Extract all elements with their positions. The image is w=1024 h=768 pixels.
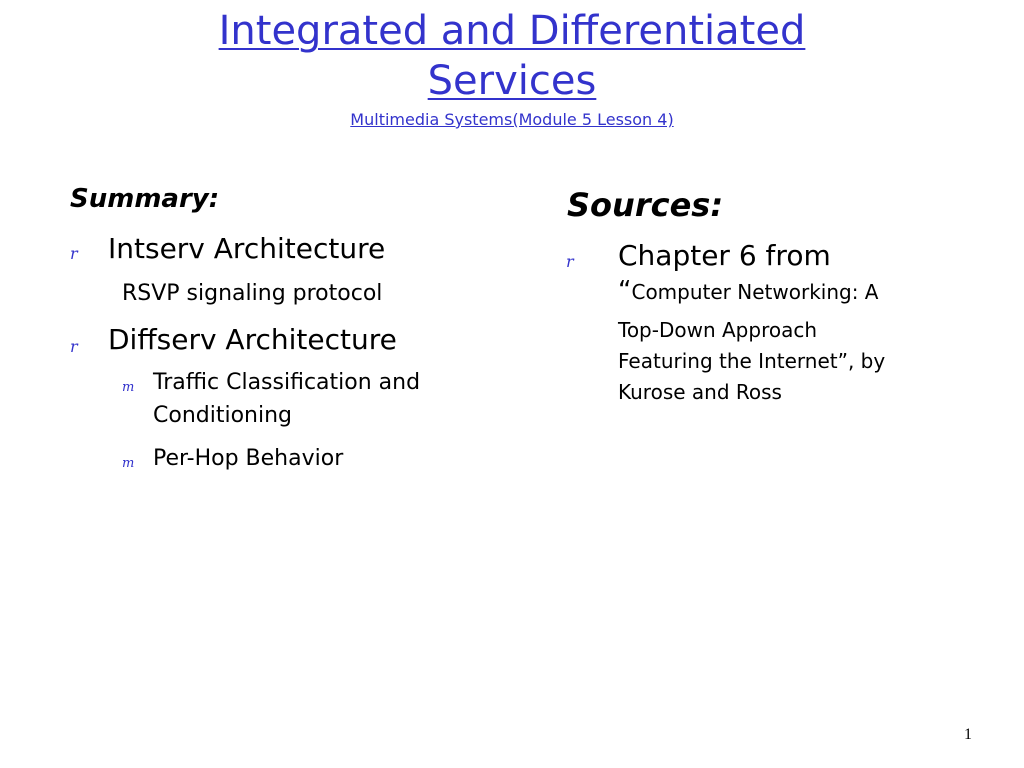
slide-title-line-1: Integrated and Differentiated <box>218 8 806 54</box>
summary-item-intserv: Intserv Architecture <box>108 232 386 265</box>
summary-item-diffserv: Diffserv Architecture <box>108 323 397 356</box>
summary-heading: Summary: <box>70 184 220 214</box>
slide-title-block <box>0 6 1024 130</box>
sources-line-3: Top-Down Approach <box>618 318 818 342</box>
sources-line-5: Kurose and Ross <box>618 380 782 404</box>
sources-book-title-part-1: Computer Networking: A <box>631 280 879 304</box>
summary-subitem-per-hop: Per-Hop Behavior <box>153 446 344 471</box>
bullet-icon: r <box>566 252 574 271</box>
sub-bullet-icon: m <box>122 456 135 471</box>
sub-bullet-icon: m <box>122 380 135 395</box>
bullet-icon: r <box>70 337 78 356</box>
slide-title-line-2: Services <box>427 58 597 104</box>
sources-heading: Sources: <box>567 186 724 224</box>
sources-line-4: Featuring the Internet”, by <box>618 349 886 373</box>
open-quote: “ <box>618 276 632 306</box>
sources-line-1: Chapter 6 from <box>618 239 831 272</box>
slide-subtitle: Multimedia Systems(Module 5 Lesson 4) <box>350 110 674 129</box>
sources-line-2 <box>618 276 878 306</box>
summary-subitem-traffic-line-2: Conditioning <box>153 403 293 428</box>
summary-subitem-traffic-line-1: Traffic Classification and <box>153 370 421 395</box>
bullet-icon: r <box>70 244 78 263</box>
summary-subitem-rsvp: RSVP signaling protocol <box>122 281 383 306</box>
page-number: 1 <box>964 726 972 743</box>
